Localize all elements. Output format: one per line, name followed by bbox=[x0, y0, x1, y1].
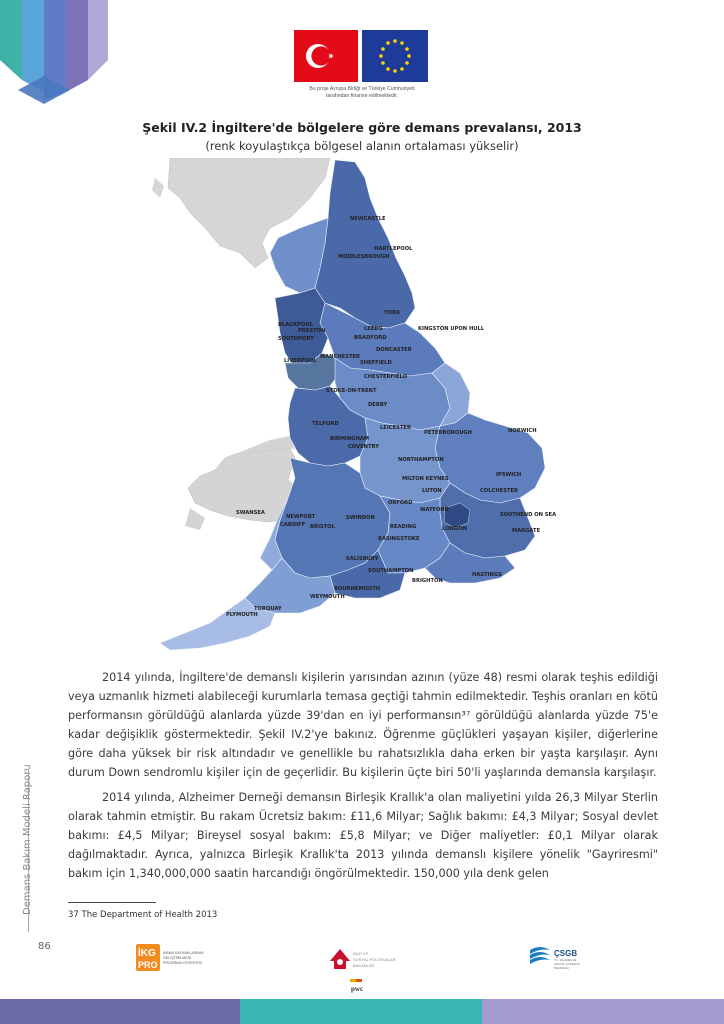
figure-subtitle: (renk koyulaştıkça bölgesel alanın ortalaması yükselir) bbox=[205, 139, 519, 153]
label-hartlepool: HARTLEPOOL bbox=[374, 246, 413, 252]
label-cardiff: CARDIFF bbox=[280, 522, 306, 528]
label-luton: LUTON bbox=[422, 488, 442, 494]
label-newcastle: NEWCASTLE bbox=[350, 216, 386, 222]
label-kingston-hull: KINGSTON UPON HULL bbox=[418, 326, 485, 332]
bottom-color-bar bbox=[0, 999, 724, 1024]
label-bournemouth: BOURNEMOUTH bbox=[334, 586, 381, 592]
figure-title: Şekil IV.2 İngiltere'de bölgelere göre demans prevalansı, 2013 bbox=[142, 120, 582, 135]
paragraph-1: 2014 yılında, İngiltere'de demanslı kişilerin yarısından azının (yüze 48) resmi olarak teşhis edildiği veya uzmanlık hizmeti alabileceği kurumlarla temasa geçtiği tahmin edilmektedir. Teşhis oranları en kötü performansın görüldüğü alanlarda yüzde 39'dan en iyi performansın³⁷ görüldüğü alanlarda yüzde 75'e kadar değişiklik göstermektedir. Şekil IV.2'ye bakınız. Öğrenme güçlükleri yaşayan kişiler, diğerlerine göre daha yüksek bir risk altındadır ve genellikle bu rahatsızlıkla daha erken bir yaşta karşılaşır. Aynı durum Down sendromlu kişiler için de geçerlidir. Bu kişilerin üçte biri 50'li yaşlarında demansla karşılaşır. bbox=[68, 671, 658, 779]
label-colchester: COLCHESTER bbox=[480, 488, 519, 494]
flags-logo bbox=[294, 30, 430, 84]
pwc-text: pwc bbox=[351, 985, 364, 993]
label-leeds: LEEDS bbox=[364, 326, 383, 332]
label-stoke: STOKE-ON-TRENT bbox=[326, 388, 377, 394]
label-watford: WATFORD bbox=[420, 507, 449, 513]
ikg-sub-text: PRO bbox=[138, 960, 158, 970]
label-peterborough: PETERBOROUGH bbox=[424, 430, 473, 436]
label-bradford: BRADFORD bbox=[354, 335, 387, 341]
label-swindon: SWINDON bbox=[346, 515, 375, 521]
csgb-desc-3: BAKANLIĞI bbox=[554, 966, 569, 970]
ikg-desc-1: İNSAN KAYNAKLARININ bbox=[163, 951, 204, 955]
label-birmingham: BIRMINGHAM bbox=[330, 436, 370, 442]
label-margate: MARGATE bbox=[512, 528, 541, 534]
label-salisbury: SALISBURY bbox=[346, 556, 379, 562]
footnote-divider bbox=[68, 902, 156, 903]
funding-caption-line2: tarafından finanse edilmektedir. bbox=[325, 93, 399, 99]
paragraph-2: 2014 yılında, Alzheimer Derneği demansın Birleşik Krallık'a olan maliyetini yılda 26,3 Milyar Sterlin olarak tahmin etmiştir. Bu rakam Ücretsiz bakım: £11,6 Milyar; Sağlık bakımı: £4,3 Milyar; Sosyal devlet bakımı: £4,5 Milyar; Bireysel sosyal bakım: £5,8 Milyar; ve Diğer maliyetler: £0,1 Milyar olarak dağılmaktadır. Ayrıca, yalnızca Birleşik Krallık'ta 2013 yılında demanslı kişilere yönelik "Gayriresmi" bakım için 1,340,000,000 saatin harcandığı öngörülmektedir. 150,000 yıla denk gelen bbox=[68, 791, 658, 880]
label-reading: READING bbox=[390, 524, 417, 530]
england-dementia-map bbox=[150, 158, 580, 653]
corner-decoration bbox=[0, 0, 110, 110]
label-northampton: NORTHAMPTON bbox=[398, 457, 444, 463]
label-bristol: BRISTOL bbox=[310, 524, 335, 530]
csgb-desc-2: SOSYAL GÜVENLİK bbox=[554, 962, 580, 966]
ministry-logo bbox=[326, 943, 402, 993]
bottom-bar-teal bbox=[240, 999, 482, 1024]
csgb-logo bbox=[528, 942, 590, 972]
ikg-desc-3: PROGRAM OTORİTESİ bbox=[163, 961, 202, 965]
report-title-vertical: Demans Bakım Modeli Raporu bbox=[22, 764, 33, 915]
scotland-islands bbox=[152, 178, 164, 198]
label-ipswich: IPSWICH bbox=[496, 472, 522, 478]
eu-flag-icon bbox=[362, 30, 428, 82]
turkey-flag-icon bbox=[294, 30, 358, 82]
label-sheffield: SHEFFIELD bbox=[360, 360, 392, 366]
label-newport: NEWPORT bbox=[286, 514, 316, 520]
funding-caption-line1: Bu proje Avrupa Birliği ve Türkiye Cumhuriyeti bbox=[309, 86, 415, 92]
label-basingstoke: BASINGSTOKE bbox=[378, 536, 420, 542]
label-liverpool: LIVERPOOL bbox=[284, 358, 317, 364]
funding-caption bbox=[270, 86, 454, 100]
csgb-text: ÇSGB bbox=[554, 949, 578, 958]
label-chesterfield: CHESTERFIELD bbox=[364, 374, 408, 380]
label-swansea: SWANSEA bbox=[236, 510, 265, 516]
label-southampton: SOUTHAMPTON bbox=[368, 568, 414, 574]
page-number: 86 bbox=[38, 941, 51, 952]
label-brighton: BRIGHTON bbox=[412, 578, 443, 584]
ikg-main-text: İKG bbox=[138, 948, 156, 959]
ministry-line-1: AİLE VE bbox=[353, 951, 369, 956]
body-text bbox=[68, 668, 658, 889]
label-telford: TELFORD bbox=[312, 421, 339, 427]
label-oxford: OXFORD bbox=[388, 500, 413, 506]
label-london: LONDON bbox=[442, 526, 467, 532]
footnote: 37 The Department of Health 2013 bbox=[68, 910, 218, 920]
label-torquay: TORQUAY bbox=[254, 606, 282, 612]
england-north-east bbox=[315, 160, 415, 328]
bottom-bar-purple bbox=[0, 999, 240, 1024]
label-southport: SOUTHPORT bbox=[278, 336, 314, 342]
label-doncaster: DONCASTER bbox=[376, 347, 412, 353]
label-southend: SOUTHEND ON SEA bbox=[500, 512, 557, 518]
label-manchester: MANCHESTER bbox=[320, 354, 361, 360]
label-milton-keynes: MILTON KEYNES bbox=[402, 476, 449, 482]
label-hastings: HASTINGS bbox=[472, 572, 502, 578]
label-york: YORK bbox=[384, 310, 400, 316]
label-plymouth: PLYMOUTH bbox=[226, 612, 258, 618]
csgb-desc-1: T.C. ÇALIŞMA VE bbox=[554, 958, 577, 962]
label-derby: DERBY bbox=[368, 402, 388, 408]
ministry-line-2: SOSYAL POLİTİKALAR bbox=[353, 957, 396, 962]
label-weymouth: WEYMOUTH bbox=[310, 594, 345, 600]
label-coventry: COVENTRY bbox=[348, 444, 379, 450]
label-norwich: NORWICH bbox=[508, 428, 537, 434]
label-preston: PRESTON bbox=[298, 328, 326, 334]
ministry-line-3: BAKANLIĞI bbox=[353, 963, 375, 968]
wales-west bbox=[185, 508, 205, 530]
ikg-desc-2: GELİŞTİRİLMESİ bbox=[163, 956, 192, 960]
label-blackpool: BLACKPOOL bbox=[278, 322, 314, 328]
ikg-pro-logo bbox=[136, 943, 220, 973]
bottom-bar-lilac bbox=[482, 999, 724, 1024]
label-leicester: LEICESTER bbox=[380, 425, 411, 431]
label-middlesbrough: MIDDLESBROUGH bbox=[338, 254, 390, 260]
